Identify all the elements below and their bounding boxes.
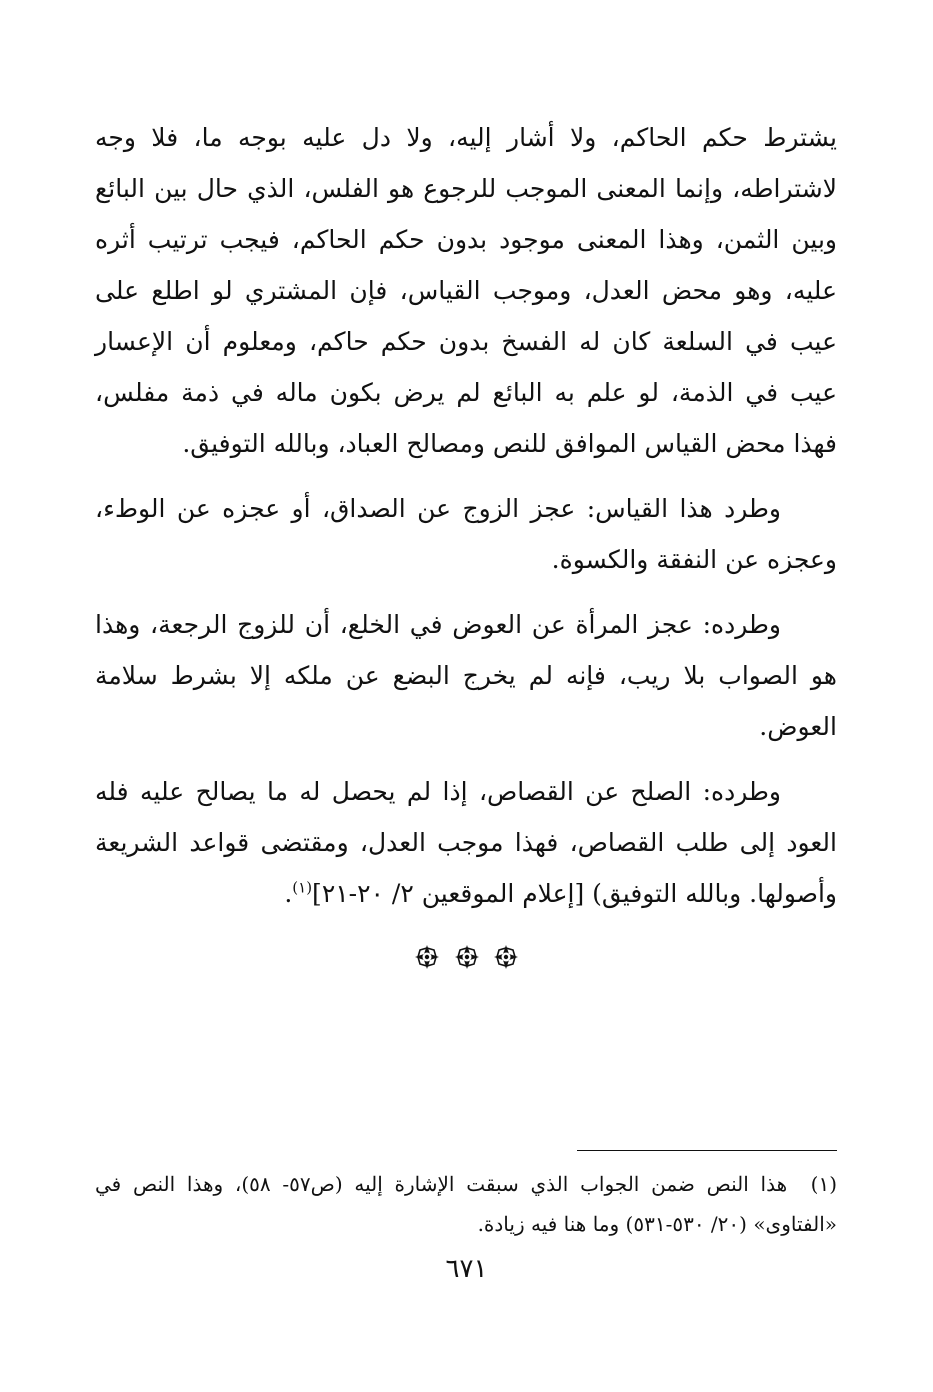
footnote-divider	[577, 1150, 837, 1151]
paragraph-4-end: .	[284, 879, 293, 908]
star-ornament-icon	[454, 944, 480, 970]
section-separator	[0, 944, 933, 970]
footnote-text: هذا النص ضمن الجواب الذي سبقت الإشارة إليه (ص٥٧- ٥٨)، وهذا النص في «الفتاوى» (٢٠/ ٥٣٠-٥٣١) وما هنا فيه زيادة.	[95, 1172, 837, 1236]
paragraph-3: وطرده: عجز المرأة عن العوض في الخلع، أن للزوج الرجعة، وهذا هو الصواب بلا ريب، فإنه لم يخرج البضع عن ملكه إلا بشرط سلامة العوض.	[95, 610, 837, 741]
main-text	[95, 112, 837, 933]
footnote	[95, 1164, 837, 1244]
paragraph-4-text: وطرده: الصلح عن القصاص، إذا لم يحصل له ما يصالح عليه فله العود إلى طلب القصاص، فهذا موجب العدل، ومقتضى قواعد الشريعة وأصولها. وبالله التوفيق) [إعلام الموقعين ٢/ ٢٠-٢١]	[95, 777, 837, 908]
paragraph-2: وطرد هذا القياس: عجز الزوج عن الصداق، أو عجزه عن الوطء، وعجزه عن النفقة والكسوة.	[95, 494, 837, 574]
star-ornament-icon	[414, 944, 440, 970]
footnote-marker: (١)	[810, 1172, 838, 1196]
footnote-paragraph	[95, 1164, 837, 1244]
paragraph-1: يشترط حكم الحاكم، ولا أشار إليه، ولا دل عليه بوجه ما، فلا وجه لاشتراطه، وإنما المعنى الموجب للرجوع هو الفلس، الذي حال بين البائع وبين الثمن، وهذا المعنى موجود بدون حكم الحاكم، فيجب ترتيب أثره عليه، وهو محض العدل، وموجب القياس، فإن المشتري لو اطلع على عيب في السلعة كان له الفسخ بدون حكم حاكم، ومعلوم أن الإعسار عيب في الذمة، لو علم به البائع لم يرض بكون ماله في ذمة مفلس، فهذا محض القياس الموافق للنص ومصالح العباد، وبالله التوفيق.	[95, 123, 837, 458]
footnote-reference: (١)	[292, 878, 313, 897]
page-number: ٦٧١	[445, 1254, 488, 1284]
paragraph-4	[95, 766, 837, 919]
star-ornament-icon	[493, 944, 519, 970]
